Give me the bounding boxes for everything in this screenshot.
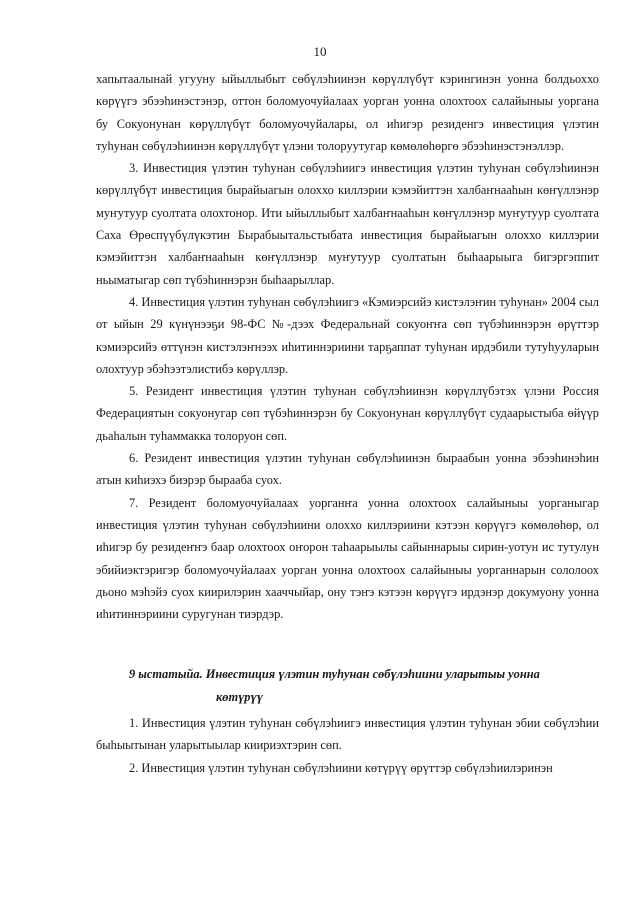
paragraph-continuation: хапытаалынай угууну ыйыллыбыт сөбүлэһиинэн көрүллүбүт кэрингинэн уонна болдьоххо көрүүгэ эбээһинэстэнэр, оттон боломуочуйалаах уорган уонна олохтоох салайыныы уоргана бу Сокуонунан көрүллүбүт боломуочуйалары, ол иһигэр резиденгэ инвестиция үлэтин туһунан сөбүлэһиинэн көрүллүбүт үлэни толоруутугар көмөлөһөргө эбээһинэстэнэллэр. [96, 72, 599, 153]
paragraph-item-5: 5. Резидент инвестиция үлэтин туһунан сөбүлэһиинэн көрүллүбэтэх үлэни Россия Федерациятын сокуонугар сөп түбэһиннэрэн бу Сокуонунан көрүллүбүт судаарыстыба өйүүр дьаһалын туһаммакка толоруон сөп. [96, 384, 599, 443]
paragraph-item-3: 3. Инвестиция үлэтин туһунан сөбүлэһиигэ инвестиция үлэтин туһунан сөбүлэһиинэн көрүллүбүт инвестиция бырайыагын олоххо киллэрии кэмэйиттэн халбаҥнааһын көҥүллэнэр муҥутуур суолтата олохтонор. Ити ыйыллыбыт халбаҥнааһын көҥүллэнэр муҥутуур суолтата Саха Өрөспүүбүлүкэтин Бырабыытальстыбата инвестиция бырайыагын олоххо киллэрии кэмэйиттэн халбаҥнааһын көҥүллэнэр муҥутуур суолтатын быһаарыыга бигэргэппит ньыматыгар сөп түбэһиннэрэн быһаарыллар. [96, 161, 599, 287]
article-heading-line1: 9 ыстатыйа. Инвестиция үлэтин туһунан сөбүлэһиини уларытыы уонна [129, 667, 540, 682]
paragraph-item-7: 7. Резидент боломуочуйалаах уорганҥа уонна олохтоох салайыныы уорганыгар инвестиция үлэтин туһунан сөбүлэһиини олоххо киллэриини кэтээн көрүүгэ көмөлөһөр, ол иһигэр бу резидеҥҥэ баар олохтоох оҥорон таһаарыылы сайыннарыы сирин-уотун ис тутулун эбийиэктэригэр боломуочуйалаах уорган уонна олохтоох салайыныы уорганнарын сололоох дьоно мэһэйэ суох киирилэрин хааччыйар, ону тэҥэ кэтээн көрүүгэ ирдэнэр докумуону уонна иһитиннэриини суругунан тиэрдэр. [96, 495, 599, 622]
paragraph-item-4: 4. Инвестиция үлэтин туһунан сөбүлэһиигэ «Кэмиэрсийэ кистэлэҥин туһунан» 2004 сыл от ыйын 29 күнүнээҕи 98-ФС №-дээх Федеральнай сокуоҥҥа сөп түбэһиннэрэн өрүттэр кэмиэрсийэ өттүнэн кистэлэҥнээх иһитиннэриини тарҕаппат туһунан ирдэбили тутуһууларын олохтуур эбэһээтэлистибэ көрүллэр. [96, 294, 599, 376]
page-number: 10 [313, 44, 327, 59]
paragraph-item-6: 6. Резидент инвестиция үлэтин туһунан сөбүлэһиинэн быраабын уонна эбээһинэһин атын киһиэхэ биэрэр бырааба суох. [96, 451, 599, 488]
article-paragraph-1: 1. Инвестиция үлэтин туһунан сөбүлэһиигэ инвестиция үлэтин туһунан эбии сөбүлэһии быһыытынан уларытыылар киириэхтэрин сөп. [96, 716, 599, 753]
article-heading-line2: көтүрүү [216, 689, 263, 704]
article-paragraph-2: 2. Инвестиция үлэтин туһунан сөбүлэһиини көтүрүү өрүттэр сөбүлэһиилэринэн [129, 760, 553, 775]
article-heading [96, 663, 599, 708]
document-body [96, 68, 599, 779]
